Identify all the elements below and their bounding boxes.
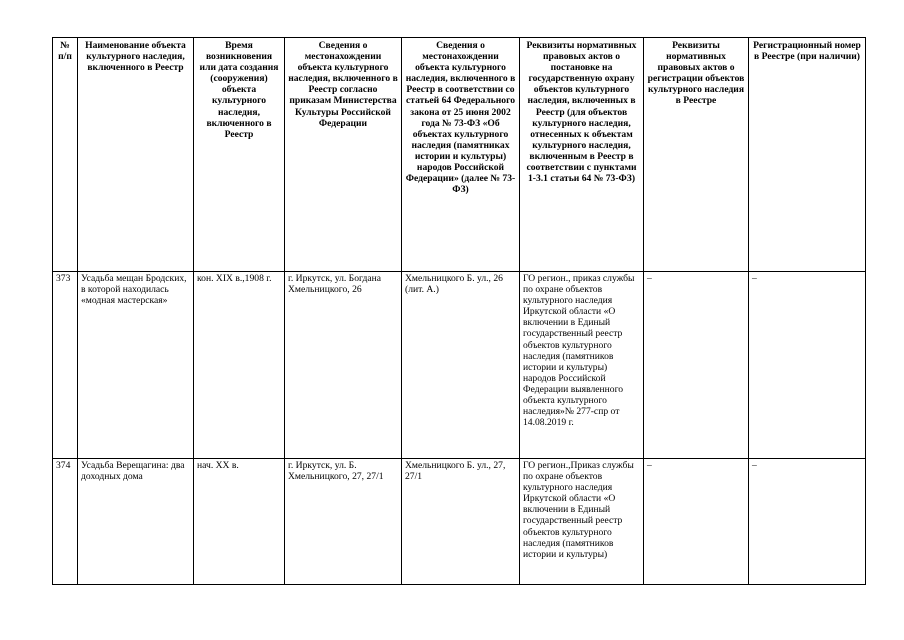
cell-name: Усадьба мещан Бродских, в которой находилась «модная мастерская» — [78, 272, 194, 459]
cell-reg-number: – — [749, 459, 866, 585]
header-name: Наименование объекта культурного наследия, включенного в Реестр — [78, 38, 194, 272]
table-row — [53, 459, 866, 585]
table-row — [53, 272, 866, 459]
header-location-law: Сведения о местонахождении объекта культурного наследия, включенного в Реестр в соответствии со статьей 64 Федерального закона от 25 июня 2002 года № 73-ФЗ «Об объектах культурного наследия (памятниках истории и культуры) народов Российской Федерации» (далее № 73-ФЗ) — [402, 38, 520, 272]
cell-location-order: г. Иркутск, ул. Б. Хмельницкого, 27, 27/1 — [285, 459, 402, 585]
cell-location-law: Хмельницкого Б. ул., 27, 27/1 — [402, 459, 520, 585]
cell-acts-registration: – — [644, 272, 749, 459]
header-date: Время возникновения или дата создания (сооружения) объекта культурного наследия, включенного в Реестр — [194, 38, 285, 272]
heritage-registry-table — [52, 37, 866, 585]
cell-location-law: Хмельницкого Б. ул., 26 (лит. А.) — [402, 272, 520, 459]
header-acts-registration: Реквизиты нормативных правовых актов о регистрации объектов культурного наследия в Реестре — [644, 38, 749, 272]
header-acts-protection: Реквизиты нормативных правовых актов о постановке на государственную охрану объектов культурного наследия, включенных в Реестр (для объектов культурного наследия, отнесенных к объектам культурного наследия, включенным в Реестр в соответствии с пунктами 1-3.1 статьи 64 № 73-ФЗ) — [520, 38, 644, 272]
cell-date: кон. XIX в.,1908 г. — [194, 272, 285, 459]
cell-name: Усадьба Верещагина: два доходных дома — [78, 459, 194, 585]
table-header-row — [53, 38, 866, 272]
cell-acts-protection: ГО регион.,Приказ службы по охране объектов культурного наследия Иркутской области «О включении в Единый государственный реестр объектов культурного наследия (памятников истории и культуры) — [520, 459, 644, 585]
cell-acts-registration: – — [644, 459, 749, 585]
cell-num: 374 — [53, 459, 78, 585]
cell-reg-number: – — [749, 272, 866, 459]
cell-location-order: г. Иркутск, ул. Богдана Хмельницкого, 26 — [285, 272, 402, 459]
header-reg-number: Регистрационный номер в Реестре (при наличии) — [749, 38, 866, 272]
cell-date: нач. XX в. — [194, 459, 285, 585]
header-num: № п/п — [53, 38, 78, 272]
header-location-order: Сведения о местонахождении объекта культурного наследия, включенного в Реестр согласно приказам Министерства Культуры Российской Федерации — [285, 38, 402, 272]
cell-num: 373 — [53, 272, 78, 459]
cell-acts-protection: ГО регион., приказ службы по охране объектов культурного наследия Иркутской области «О включении в Единый государственный реестр объектов культурного наследия (памятников истории и культуры) народов Российской Федерации выявленного объекта культурного наследия»№ 277-спр от 14.08.2019 г. — [520, 272, 644, 459]
